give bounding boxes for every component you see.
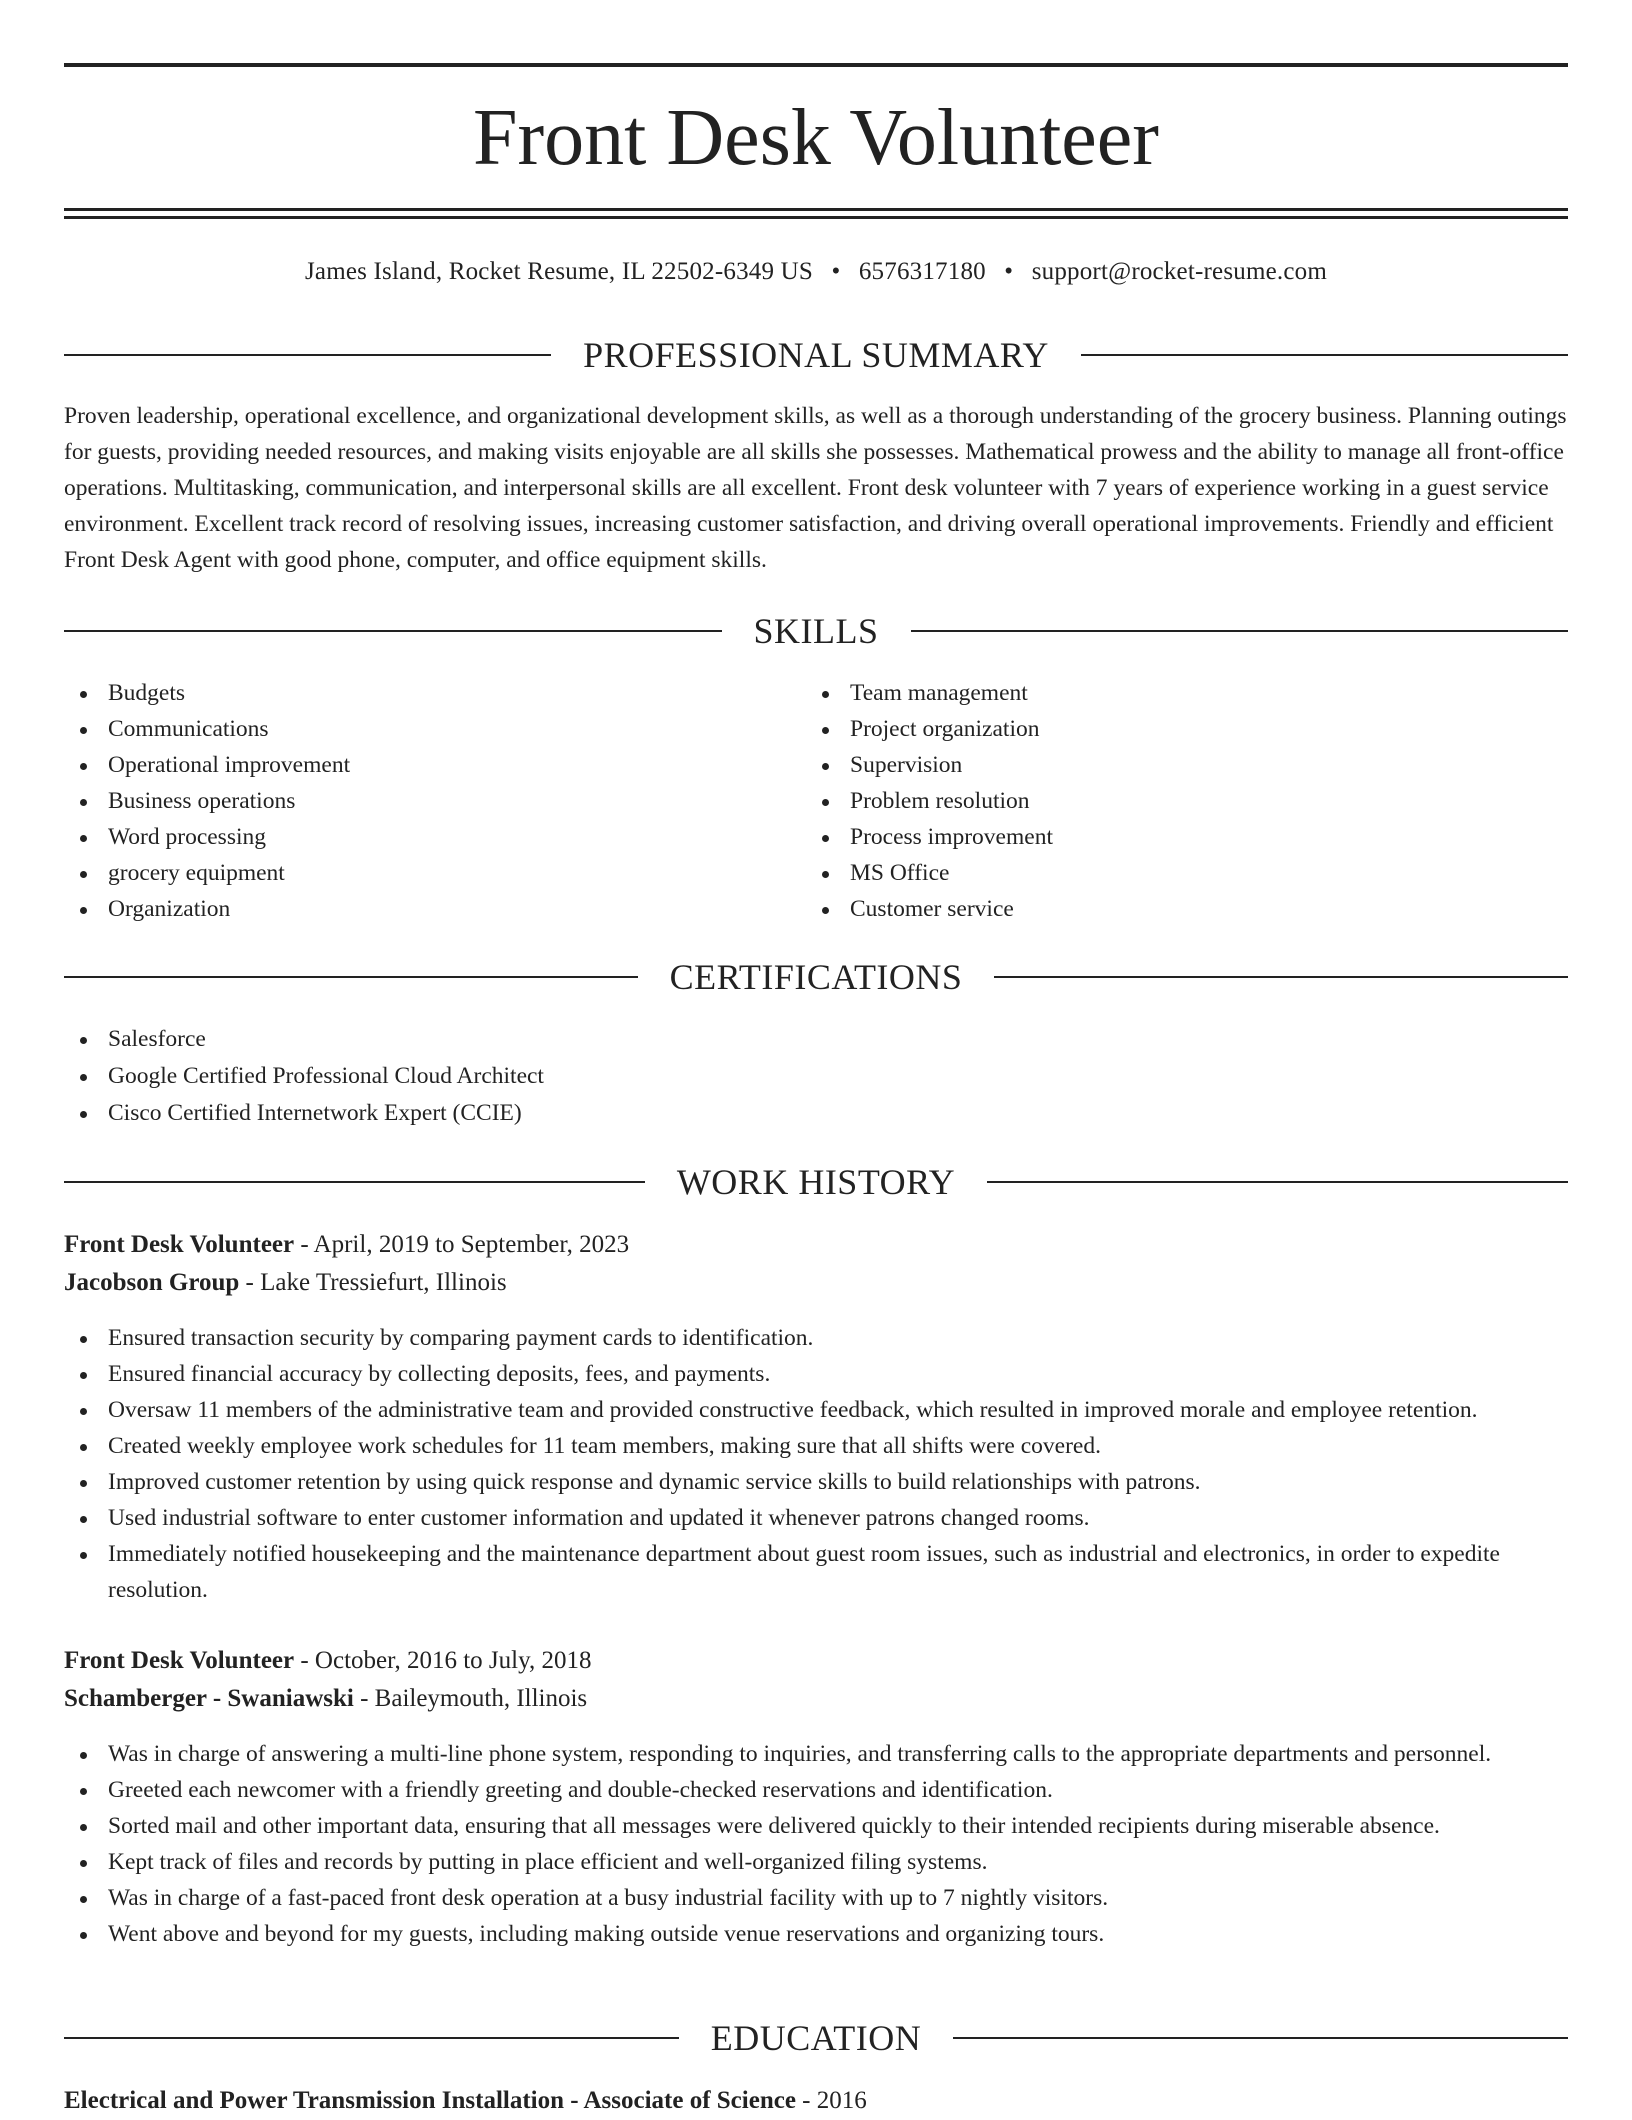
job-bullet: Created weekly employee work schedules for 11 team members, making sure that all shifts were covered. [64,1428,1568,1464]
job-location: - Baileymouth, Illinois [353,1685,588,1712]
page-title: Front Desk Volunteer [473,94,1159,182]
skill-item: Team management [806,675,1568,711]
job-dates: - April, 2019 to September, 2023 [294,1231,630,1258]
job-bullet: Immediately notified housekeeping and the maintenance department about guest room issues, such as industrial and electronics, in order to expedite resolution. [64,1536,1568,1608]
heading-rule [64,354,551,356]
job-bullet: Went above and beyond for my guests, including making outside venue reservations and organizing tours. [64,1916,1568,1952]
top-rule [64,63,1568,67]
skill-item: Problem resolution [806,783,1568,819]
skill-item: Business operations [64,783,804,819]
job-bullet: Improved customer retention by using quick response and dynamic service skills to build relationships with patrons. [64,1464,1568,1500]
skills-list-left [64,675,804,927]
job-bullet: Ensured financial accuracy by collecting deposits, fees, and payments. [64,1356,1568,1392]
section-heading-work [64,1157,1568,1207]
title-rule-upper [64,208,1568,211]
section-heading-education [64,2013,1568,2063]
skill-item: Word processing [64,819,804,855]
section-heading-certifications [64,952,1568,1002]
job-bullet: Greeted each newcomer with a friendly greeting and double-checked reservations and identification. [64,1772,1568,1808]
skill-item: grocery equipment [64,855,804,891]
job-bullet: Used industrial software to enter customer information and updated it whenever patrons changed rooms. [64,1500,1568,1536]
certification-item: Cisco Certified Internetwork Expert (CCIE) [64,1095,1568,1132]
job-location: - Lake Tressiefurt, Illinois [239,1269,507,1296]
skill-item: Communications [64,711,804,747]
title-rule-lower [64,216,1568,219]
skills-list-right [806,675,1568,927]
heading-rule [64,1181,645,1183]
education-year: - 2016 [795,2087,867,2114]
job-bullet: Was in charge of answering a multi-line phone system, responding to inquiries, and transferring calls to the appropriate departments and personnel. [64,1736,1568,1772]
contact-separator: • [1004,258,1014,285]
job-title: Front Desk Volunteer [64,1231,295,1258]
job-bullet: Was in charge of a fast-paced front desk operation at a busy industrial facility with up to 7 nightly visitors. [64,1880,1568,1916]
heading-rule [953,2037,1568,2039]
job-dates: - October, 2016 to July, 2018 [294,1647,592,1674]
skill-item: Organization [64,891,804,927]
summary-text: Proven leadership, operational excellence, and organizational development skills, as well as a thorough understanding of the grocery business. Planning outings for guests, providing needed resources, and making visits enjoyable are all skills she possesses. Mathematical prowess and the ability to manage all front-office operations. Multitasking, communication, and interpersonal skills are all excellent. Front desk volunteer with 7 years of experience working in a guest service environment. Excellent track record of resolving issues, increasing customer satisfaction, and driving overall operational improvements. Friendly and efficient Front Desk Agent with good phone, computer, and office equipment skills. [64,403,1567,573]
job-company: Schamberger - Swaniawski [64,1685,354,1712]
contact-separator: • [831,258,841,285]
skill-item: Budgets [64,675,804,711]
section-title: PROFESSIONAL SUMMARY [583,335,1049,375]
section-heading-skills [64,606,1568,656]
section-title: EDUCATION [710,2018,922,2058]
heading-rule [64,630,722,632]
job-bullets [64,1320,1568,1608]
education-entry [64,2082,1568,2120]
job-title: Front Desk Volunteer [64,1647,295,1674]
job-title-line [64,1226,1568,1264]
contact-line [64,252,1568,292]
certification-item: Salesforce [64,1021,1568,1058]
job-bullets [64,1736,1568,1952]
heading-rule [994,976,1568,978]
contact-address: James Island, Rocket Resume, IL 22502-6349 US [304,258,813,285]
heading-rule [911,630,1569,632]
job-bullet: Oversaw 11 members of the administrative team and provided constructive feedback, which resulted in improved morale and employee retention. [64,1392,1568,1428]
education-degree: Electrical and Power Transmission Installation - Associate of Science [64,2087,796,2114]
skill-item: MS Office [806,855,1568,891]
certification-item: Google Certified Professional Cloud Architect [64,1058,1568,1095]
certifications-list [64,1021,1568,1132]
job-title-line [64,1642,1568,1680]
heading-rule [64,976,638,978]
job-bullet: Kept track of files and records by putting in place efficient and well-organized filing systems. [64,1844,1568,1880]
skill-item: Customer service [806,891,1568,927]
section-title: CERTIFICATIONS [669,957,963,997]
job-bullet: Sorted mail and other important data, ensuring that all messages were delivered quickly to their intended recipients during miserable absence. [64,1808,1568,1844]
job-company: Jacobson Group [64,1269,240,1296]
heading-rule [1081,354,1568,356]
skill-item: Process improvement [806,819,1568,855]
job-company-line [64,1264,1568,1302]
skill-item: Operational improvement [64,747,804,783]
skill-item: Supervision [806,747,1568,783]
contact-phone: 6576317180 [858,258,986,285]
skill-item: Project organization [806,711,1568,747]
job-company-line [64,1680,1568,1718]
section-heading-summary [64,330,1568,380]
contact-email: support@rocket-resume.com [1031,258,1327,285]
heading-rule [987,1181,1568,1183]
section-title: SKILLS [753,611,879,651]
job-bullet: Ensured transaction security by comparing payment cards to identification. [64,1320,1568,1356]
heading-rule [64,2037,679,2039]
section-title: WORK HISTORY [676,1162,956,1202]
